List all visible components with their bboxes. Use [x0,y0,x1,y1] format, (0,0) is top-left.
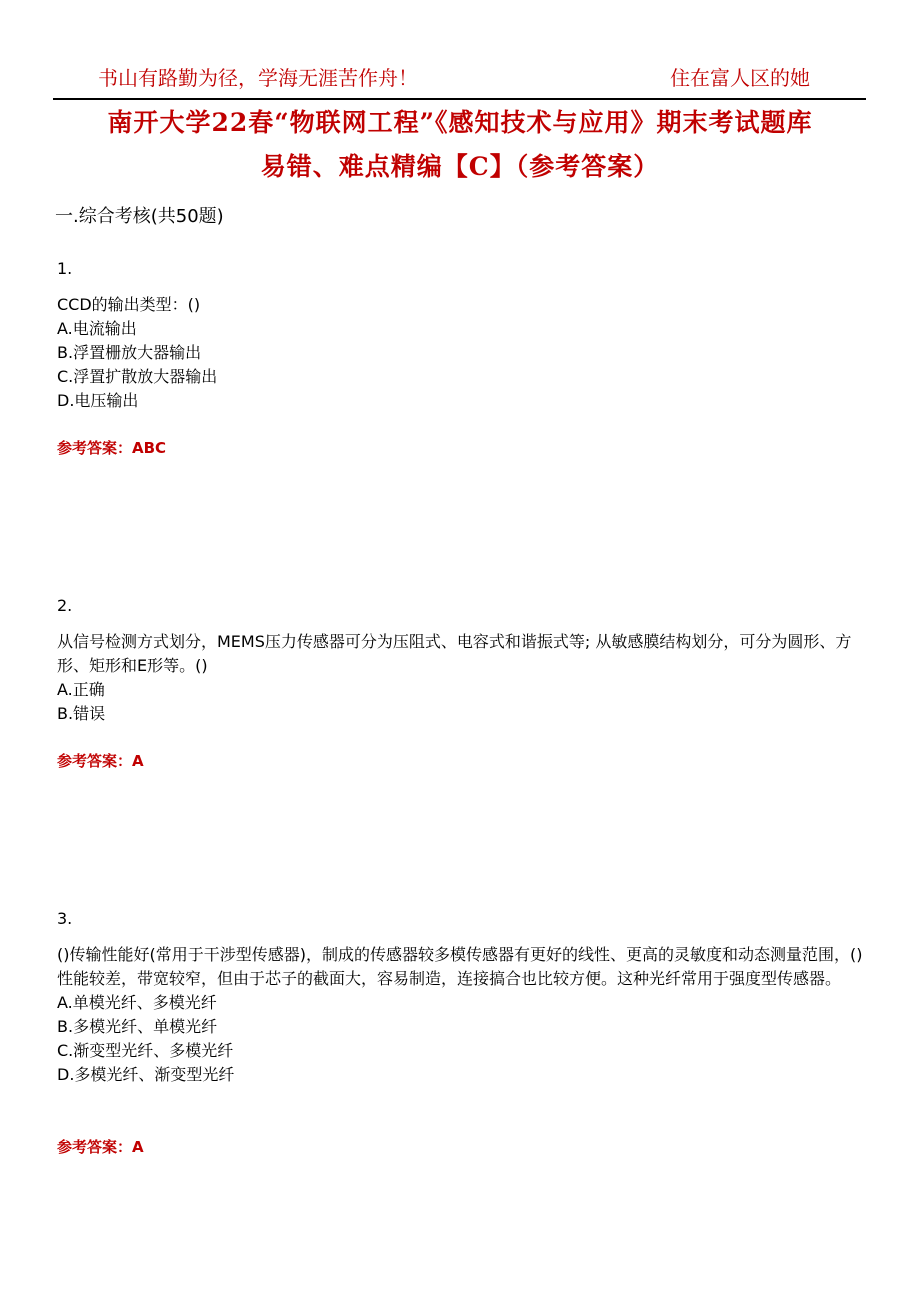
question-number: 3. [57,909,73,928]
question-3 [57,907,867,1087]
option-c: C.浮置扩散放大器输出 [57,367,218,386]
option-a: A.电流输出 [57,319,137,338]
section-heading: 一.综合考核(共50题) [55,206,224,227]
option-b: B.错误 [57,704,106,723]
option-b: B.多模光纤、单模光纤 [57,1017,218,1036]
header-divider [53,98,866,100]
question-1 [57,257,867,413]
question-stem: ()传输性能好(常用于干涉型传感器)，制成的传感器较多模传感器有更好的线性、更高的灵敏度和动态测量范围，()性能较差，带宽较窄，但由于芯子的截面大，容易制造，连接搞合也比较方便。这种光纤常用于强度型传感器。 [57,945,863,988]
answer-1: 参考答案：ABC [57,439,167,457]
option-d: D.多模光纤、渐变型光纤 [57,1065,235,1084]
option-d: D.电压输出 [57,391,139,410]
header-motto-right: 住在富人区的她 [670,66,810,90]
option-a: A.单模光纤、多模光纤 [57,993,217,1012]
answer-2: 参考答案：A [57,752,144,770]
header-motto-left: 书山有路勤为径，学海无涯苦作舟！ [98,66,418,90]
answer-3: 参考答案：A [57,1138,144,1156]
question-stem: 从信号检测方式划分，MEMS压力传感器可分为压阻式、电容式和谐振式等; 从敏感膜结构划分，可分为圆形、方形、矩形和E形等。() [57,632,852,675]
document-title-line-2: 易错、难点精编【C】（参考答案） [260,152,660,181]
option-c: C.渐变型光纤、多模光纤 [57,1041,234,1060]
question-number: 1. [57,259,73,278]
question-stem: CCD的输出类型：() [57,295,201,314]
document-title-line-1: 南开大学22春“物联网工程”《感知技术与应用》期末考试题库 [107,108,813,137]
question-number: 2. [57,596,73,615]
option-a: A.正确 [57,680,105,699]
option-b: B.浮置栅放大器输出 [57,343,202,362]
question-2 [57,594,867,726]
